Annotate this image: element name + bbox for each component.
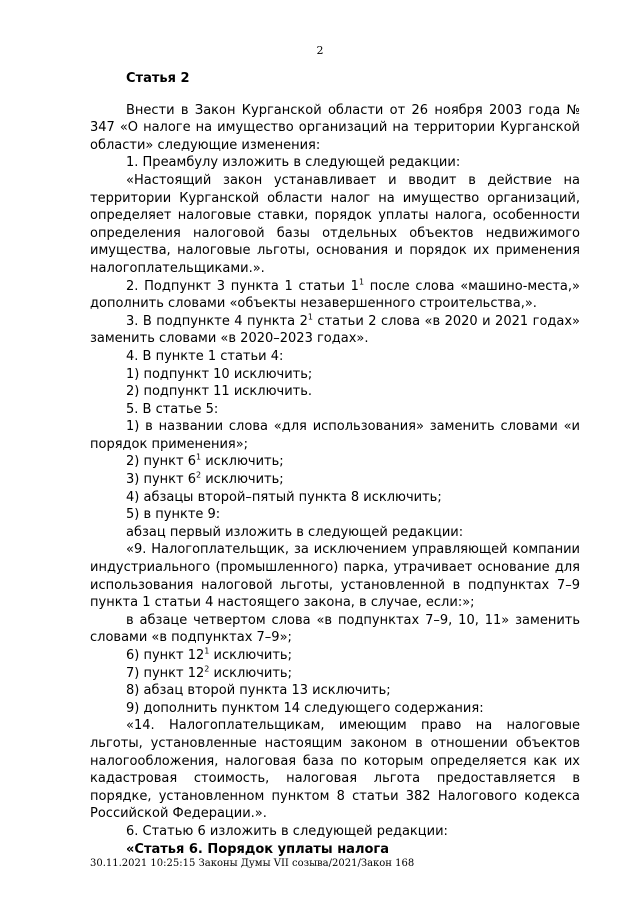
item-5-sub-1: 1) в названии слова «для использования» заменить словами «и порядок применения»;	[90, 419, 580, 452]
item-5-sub-5-a: абзац первый изложить в следующей редакции:	[126, 524, 464, 540]
document-body	[90, 70, 580, 858]
item-5-sub-6: 6) пункт $12^1$ исключить;	[126, 646, 292, 663]
intro-paragraph: Внести в Закон Курганской области от 26 ноября 2003 года № 347 «О налоге на имущество организаций на территории Курганской области» следующие изменения:	[90, 102, 580, 153]
item-1: 1. Преамбулу изложить в следующей редакции:	[126, 155, 461, 171]
item-4-sub-1: 1) подпункт 10 исключить;	[126, 366, 313, 382]
item-5-sub-7: 7) пункт $12^2$ исключить;	[126, 664, 292, 681]
item-2: 2. Подпункт 3 пункта 1 статьи $1^1$ после слова «машино-места,» дополнить словами «объекты незавершенного строительства,».	[90, 277, 580, 312]
item-5-sub-5: 5) в пункте 9:	[126, 507, 221, 523]
item-6-article-title: «Статья 6. Порядок уплаты налога	[126, 841, 389, 857]
item-5-sub-4: 4) абзацы второй–пятый пункта 8 исключить;	[126, 489, 442, 505]
footer-stamp: 30.11.2021 10:25:15 Законы Думы VII созыва/2021/Закон 168	[90, 858, 415, 869]
item-5-sub-9-quote: «14. Налогоплательщикам, имеющим право на налоговые льготы, установленные настоящим законом в отношении объектов налогообложения, налоговая база по которым определяется как их кадастровая стоимость, налоговая льгота предоставляется в порядке, установленном пунктом 8 статьи 382 Налогового кодекса Российской Федерации.».	[90, 718, 580, 822]
item-3: 3. В подпункте 4 пункта $2^1$ статьи 2 слова «в 2020 и 2021 годах» заменить словами «в 2020–2023 годах».	[90, 312, 580, 347]
item-6: 6. Статью 6 изложить в следующей редакции:	[126, 823, 448, 839]
item-1-quote: «Настоящий закон устанавливает и вводит в действие на территории Курганской области налог на имущество организаций, определяет налоговые ставки, порядок уплаты налога, особенности определения налоговой базы отдельных объектов недвижимого имущества, налоговые льготы, основания и порядок их применения налогоплательщиками.».	[90, 172, 580, 276]
item-5-sub-3: 3) пункт $6^2$ исключить;	[126, 470, 284, 488]
item-5-sub-5-b: в абзаце четвертом слова «в подпунктах 7–9, 10, 11» заменить словами «в подпунктах 7–9»;	[90, 612, 580, 646]
item-4: 4. В пункте 1 статьи 4:	[126, 348, 284, 364]
item-5-sub-8: 8) абзац второй пункта 13 исключить;	[126, 683, 391, 699]
item-5: 5. В статье 5:	[126, 401, 219, 417]
page-number: 2	[316, 44, 324, 57]
item-5-sub-2: 2) пункт $6^1$ исключить;	[126, 453, 284, 470]
item-4-sub-2: 2) подпункт 11 исключить.	[126, 384, 313, 400]
item-5-sub-9: 9) дополнить пунктом 14 следующего содержания:	[126, 700, 484, 716]
item-5-sub-5-quote: «9. Налогоплательщик, за исключением управляющей компании индустриального (промышленного) парка, утрачивает основание для использования налоговой льготы, установленной в подпунктах 7–9 пункта 1 статьи 4 настоящего закона, в случае, если:»;	[90, 542, 580, 611]
article-heading: Статья 2	[126, 71, 190, 86]
